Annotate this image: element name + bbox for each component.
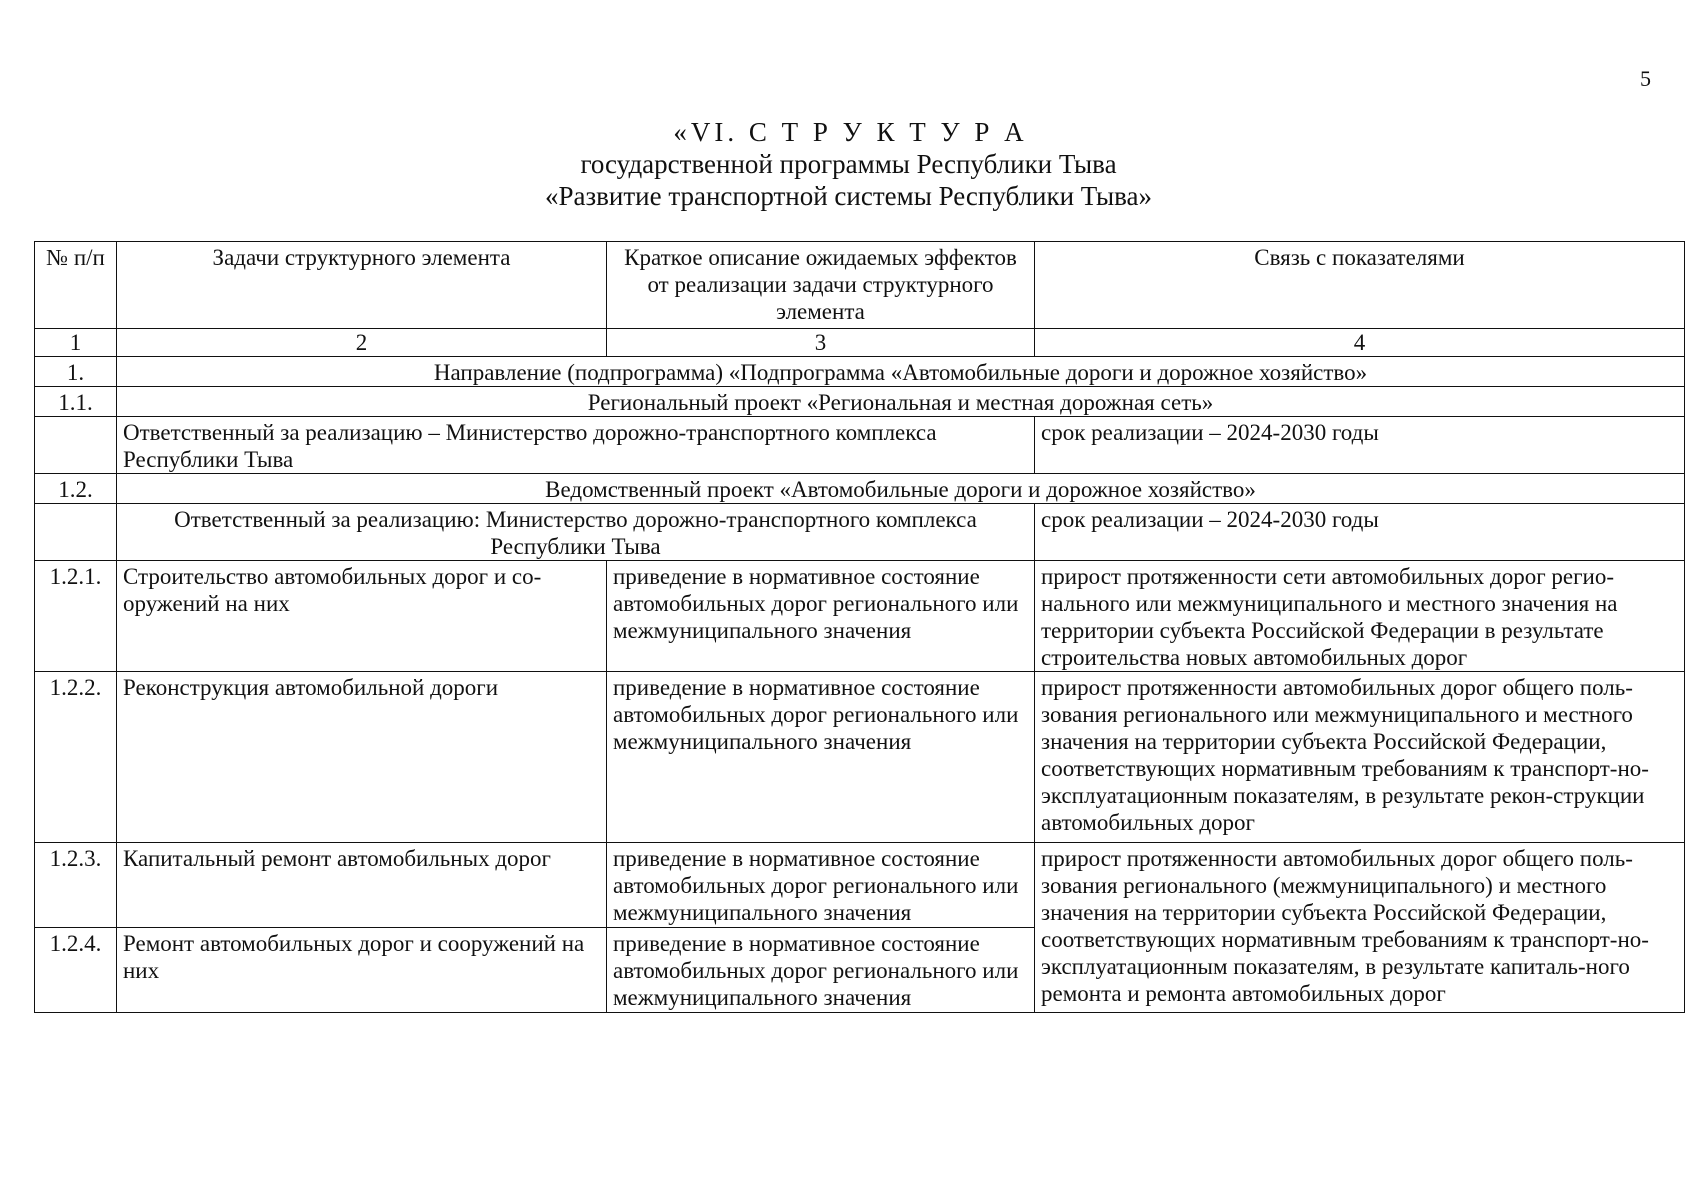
effect-cell: приведение в нормативное состояние автомобильных дорог регионального или межмуниципального значения	[607, 843, 1035, 928]
effect-cell: приведение в нормативное состояние автомобильных дорог регионального или межмуниципального значения	[607, 672, 1035, 843]
indicator-cell: прирост протяженности автомобильных дорог общего поль-зования регионального или межмуниципального и местного значения на территории субъекта Российской Федерации, соответствующих нормативным требованиям к транспорт-но-эксплуатационным показателям, в результате рекон-струкции автомобильных дорог	[1035, 672, 1685, 843]
document-title	[0, 116, 1697, 212]
column-number: 3	[607, 329, 1035, 357]
task-cell: Реконструкция автомобильной дороги	[117, 672, 607, 843]
project-title: Ведомственный проект «Автомобильные дороги и дорожное хозяйство»	[117, 474, 1685, 504]
empty-cell	[35, 417, 117, 474]
title-line-3: «Развитие транспортной системы Республики Тыва»	[545, 181, 1152, 211]
responsible-text: Ответственный за реализацию: Министерство дорожно-транспортного комплекса Республики Тыва	[117, 504, 1035, 561]
project-title: Региональный проект «Региональная и местная дорожная сеть»	[117, 387, 1685, 417]
task-cell: Ремонт автомобильных дорог и сооружений на них	[117, 928, 607, 1013]
page-number: 5	[1640, 66, 1651, 91]
header-tasks: Задачи структурного элемента	[117, 242, 607, 329]
header-effects: Краткое описание ожидаемых эффектов от реализации задачи структурного элемента	[607, 242, 1035, 329]
header-num: № п/п	[35, 242, 117, 329]
title-line-1: «VI. С Т Р У К Т У Р А	[673, 117, 1028, 147]
period-text: срок реализации – 2024-2030 годы	[1035, 417, 1685, 474]
direction-row	[35, 357, 1685, 387]
row-number: 1.2.1.	[35, 561, 117, 672]
column-number: 2	[117, 329, 607, 357]
responsible-row	[35, 504, 1685, 561]
responsible-text: Ответственный за реализацию – Министерство дорожно-транспортного комплекса Республики Тыва	[117, 417, 1035, 474]
direction-title: Направление (подпрограмма) «Подпрограмма «Автомобильные дороги и дорожное хозяйство»	[117, 357, 1685, 387]
column-number: 4	[1035, 329, 1685, 357]
header-indicators: Связь с показателями	[1035, 242, 1685, 329]
table-row	[35, 672, 1685, 843]
effect-cell: приведение в нормативное состояние автомобильных дорог регионального или межмуниципального значения	[607, 561, 1035, 672]
project-row	[35, 387, 1685, 417]
row-number: 1.	[35, 357, 117, 387]
title-line-2: государственной программы Республики Тыва	[580, 149, 1117, 179]
indicator-cell: прирост протяженности автомобильных дорог общего поль-зования регионального (межмуниципального) и местного значения на территории субъекта Российской Федерации, соответствующих нормативным требованиям к транспорт-но-эксплуатационным показателям, в результате капиталь-ного ремонта и ремонта автомобильных дорог	[1035, 843, 1685, 1013]
column-number-row	[35, 329, 1685, 357]
effect-cell: приведение в нормативное состояние автомобильных дорог регионального или межмуниципального значения	[607, 928, 1035, 1013]
row-number: 1.2.3.	[35, 843, 117, 928]
empty-cell	[35, 504, 117, 561]
period-text: срок реализации – 2024-2030 годы	[1035, 504, 1685, 561]
row-number: 1.2.2.	[35, 672, 117, 843]
indicator-cell: прирост протяженности сети автомобильных дорог регио-нального или межмуниципального и местного значения на территории субъекта Российской Федерации в результате строительства новых автомобильных дорог	[1035, 561, 1685, 672]
table-row	[35, 561, 1685, 672]
row-number: 1.2.4.	[35, 928, 117, 1013]
project-row	[35, 474, 1685, 504]
task-cell: Капитальный ремонт автомобильных дорог	[117, 843, 607, 928]
row-number: 1.1.	[35, 387, 117, 417]
table-row	[35, 843, 1685, 928]
task-cell: Строительство автомобильных дорог и со-оружений на них	[117, 561, 607, 672]
responsible-row	[35, 417, 1685, 474]
structure-table	[34, 241, 1685, 1013]
table-header-row	[35, 242, 1685, 329]
row-number: 1.2.	[35, 474, 117, 504]
column-number: 1	[35, 329, 117, 357]
